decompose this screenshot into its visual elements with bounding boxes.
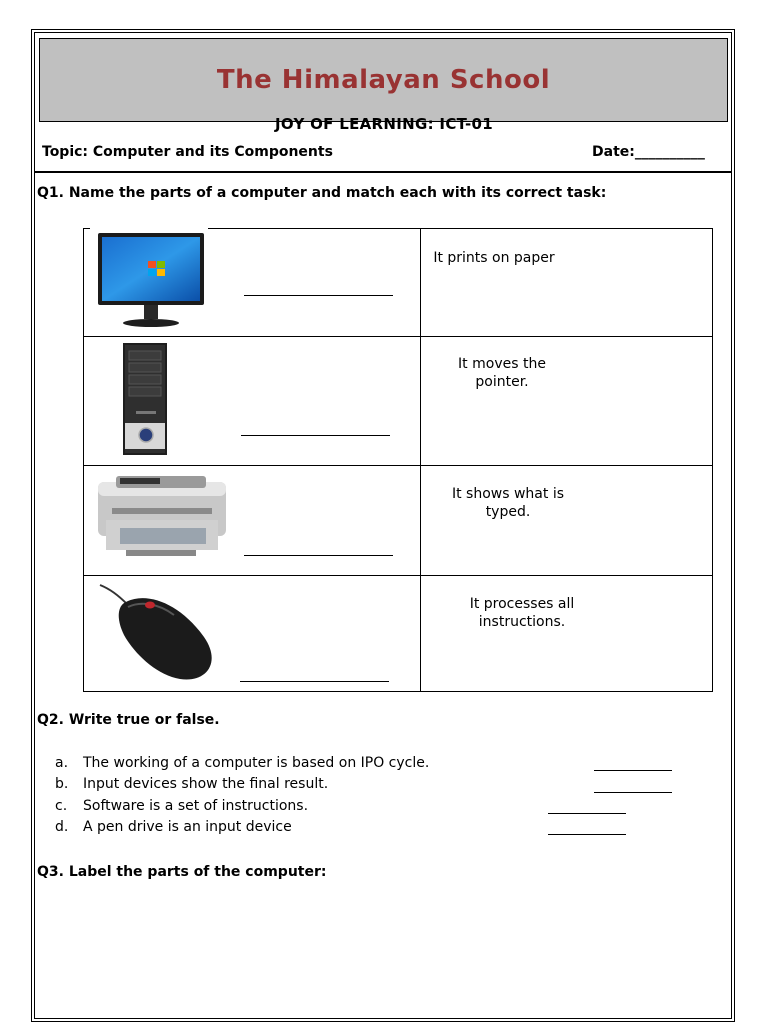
- item-letter: a.: [55, 755, 69, 771]
- item-text: Input devices show the final result.: [83, 776, 329, 792]
- table-row-divider: [84, 465, 712, 466]
- q2-question: Q2. Write true or false.: [37, 712, 220, 728]
- true-false-blank-d[interactable]: [548, 834, 626, 835]
- true-false-blank-a[interactable]: [594, 770, 672, 771]
- item-text: A pen drive is an input device: [83, 819, 292, 835]
- table-row-divider: [84, 575, 712, 576]
- header-divider: [35, 171, 732, 173]
- list-item: [55, 819, 292, 835]
- task-text-2: It moves the pointer.: [458, 356, 546, 390]
- task-text-1: It prints on paper: [433, 250, 555, 266]
- date-field: Date:__________: [592, 144, 705, 160]
- item-letter: c.: [55, 798, 68, 814]
- true-false-blank-b[interactable]: [594, 792, 672, 793]
- task-text-4: It processes all instructions.: [469, 596, 575, 630]
- item-text: The working of a computer is based on IPO cycle.: [83, 755, 430, 771]
- answer-blank-1[interactable]: [244, 295, 393, 296]
- task-text-3: It shows what is typed.: [451, 486, 565, 520]
- true-false-blank-c[interactable]: [548, 813, 626, 814]
- q1-question: Q1. Name the parts of a computer and match each with its correct task:: [37, 185, 607, 201]
- table-row-divider: [84, 336, 712, 337]
- school-name: The Himalayan School: [216, 65, 551, 95]
- item-text: Software is a set of instructions.: [83, 798, 309, 814]
- topic-label: Topic: Computer and its Components: [42, 144, 333, 160]
- item-letter: d.: [55, 819, 69, 835]
- answer-blank-2[interactable]: [241, 435, 390, 436]
- cpu-tower-image: [94, 339, 214, 463]
- list-item: [55, 776, 328, 792]
- q3-question: Q3. Label the parts of the computer:: [37, 864, 327, 880]
- match-table: [83, 228, 713, 692]
- list-item: [55, 798, 308, 814]
- mouse-image: [94, 579, 222, 685]
- answer-blank-3[interactable]: [244, 555, 393, 556]
- printer-image: [90, 468, 232, 574]
- header-banner: [39, 38, 728, 122]
- answer-blank-4[interactable]: [240, 681, 389, 682]
- table-column-divider: [420, 229, 421, 691]
- list-item: [55, 755, 429, 771]
- worksheet-subtitle: JOY OF LEARNING: ICT-01: [275, 115, 493, 133]
- item-letter: b.: [55, 776, 69, 792]
- monitor-image: [90, 227, 208, 335]
